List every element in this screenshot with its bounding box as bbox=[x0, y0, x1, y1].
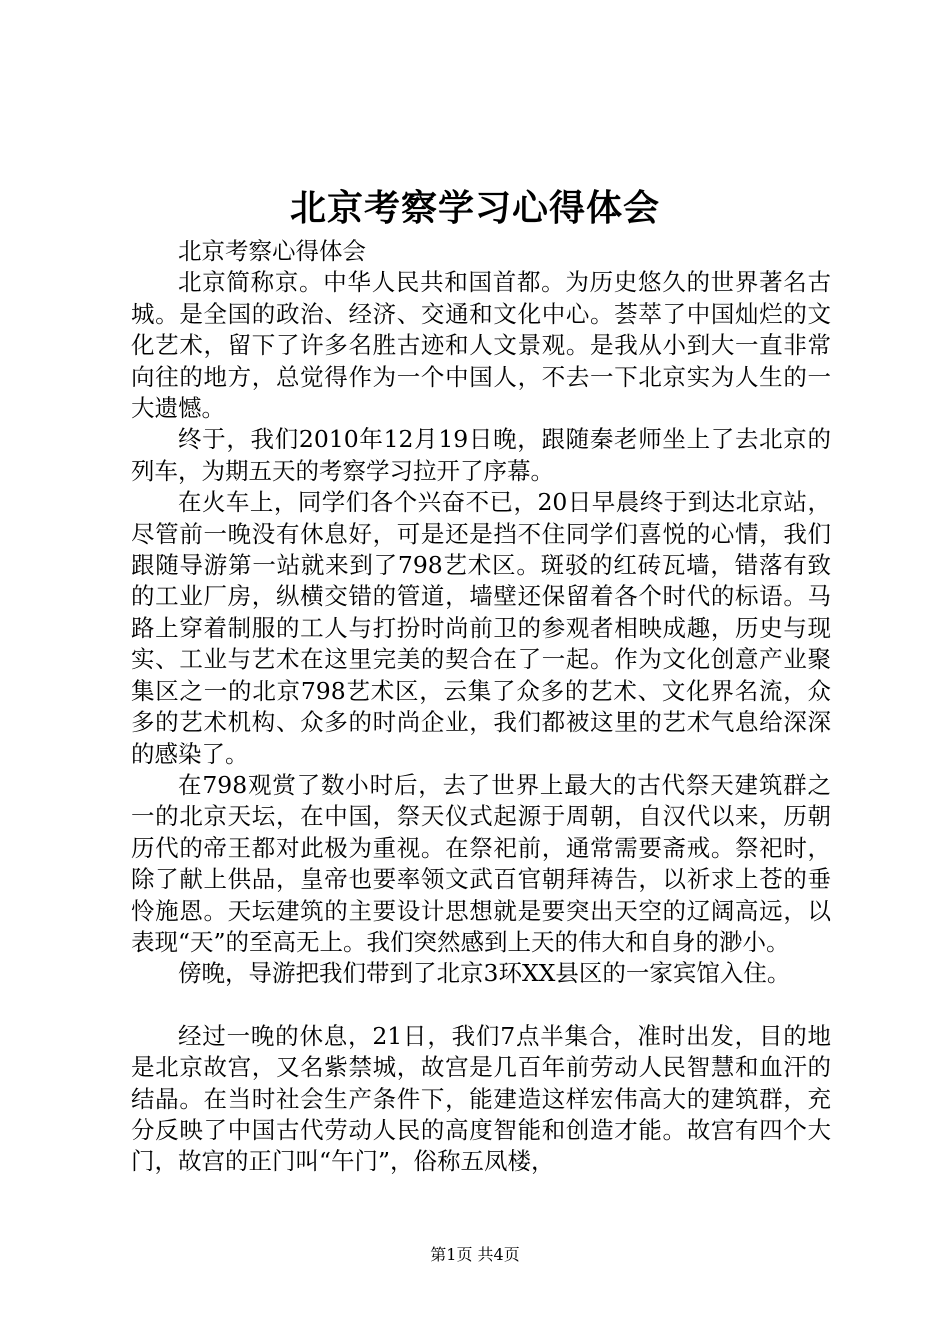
paragraph-temple-of-heaven: 在798观赏了数小时后，去了世界上最大的古代祭天建筑群之一的北京天坛，在中国，祭天仪式起源于周朝，自汉代以来，历朝历代的帝王都对此极为重视。在祭祀前，通常需要斋戒。祭祀时，除了献上供品，皇帝也要率领文武百官朝拜祷告，以祈求上苍的垂怜施恩。天坛建筑的主要设计思想就是要突出天空的辽阔高远，以表现“天”的至高无上。我们突然感到上天的伟大和自身的渺小。 bbox=[131, 770, 831, 956]
document-title: 北京考察学习心得体会 bbox=[289, 187, 660, 229]
document-body bbox=[131, 236, 831, 1178]
paragraph-departure: 终于，我们2010年12月19日晚，跟随秦老师坐上了去北京的列车，为期五天的考察学习拉开了序幕。 bbox=[131, 425, 831, 485]
paragraph-intro: 北京简称京。中华人民共和国首都。为历史悠久的世界著名古城。是全国的政治、经济、交通和文化中心。荟萃了中国灿烂的文化艺术，留下了许多名胜古迹和人文景观。是我从小到大一直非常向往的地方，总觉得作为一个中国人，不去一下北京实为人生的一大遗憾。 bbox=[131, 268, 831, 423]
paragraph-forbidden-city: 经过一晚的休息，21日，我们7点半集合，准时出发，目的地是北京故宫，又名紫禁城，故宫是几百年前劳动人民智慧和血汗的结晶。在当时社会生产条件下，能建造这样宏伟高大的建筑群，充分反映了中国古代劳动人民的高度智能和创造才能。故宫有四个大门，故宫的正门叫“午门”，俗称五凤楼， bbox=[131, 1021, 831, 1176]
paragraph-798-art-district: 在火车上，同学们各个兴奋不已，20日早晨终于到达北京站，尽管前一晚没有休息好，可是还是挡不住同学们喜悦的心情，我们跟随导游第一站就来到了798艺术区。斑驳的红砖瓦墙，错落有致的工业厂房，纵横交错的管道，墙壁还保留着各个时代的标语。马路上穿着制服的工人与打扮时尚前卫的参观者相映成趣，历史与现实、工业与艺术在这里完美的契合在了一起。作为文化创意产业聚集区之一的北京798艺术区，云集了众多的艺术、文化界名流，众多的艺术机构、众多的时尚企业，我们都被这里的艺术气息给深深的感染了。 bbox=[131, 488, 831, 768]
page-footer: 第1页 共4页 bbox=[430, 1245, 520, 1264]
paragraph-hotel: 傍晚，导游把我们带到了北京3环XX县区的一家宾馆入住。 bbox=[178, 959, 791, 988]
paragraph-subtitle: 北京考察心得体会 bbox=[178, 237, 366, 265]
